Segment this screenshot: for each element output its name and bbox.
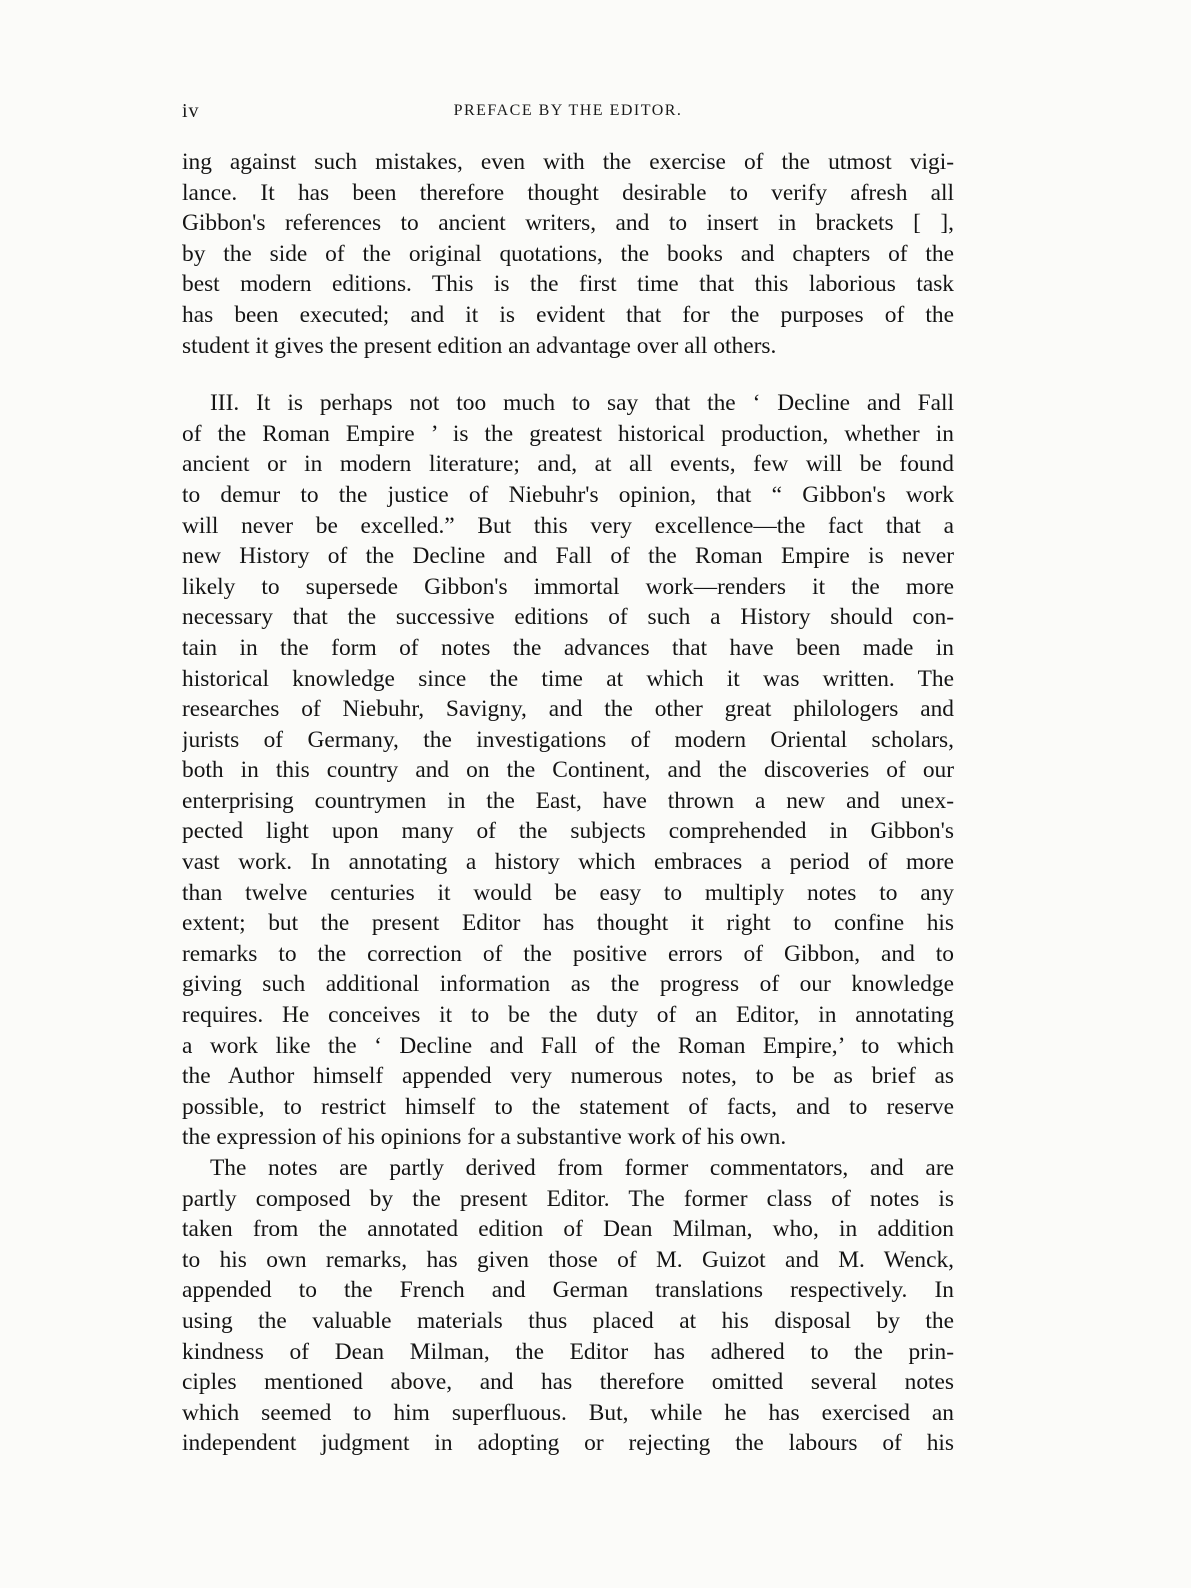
text-line: student it gives the present edition an advantage over all others. [182,332,777,359]
text-line: enterprising countrymen in the East, have thrown a new and unex- [182,787,954,814]
text-line: pected light upon many of the subjects comprehended in Gibbon's [182,818,954,845]
text-line: will never be excelled.” But this very excellence—the fact that a [182,512,954,539]
text-line: necessary that the successive editions of such a History should con- [182,604,954,631]
text-line: III. It is perhaps not too much to say that the ‘ Decline and Fall [210,390,954,417]
text-line: The notes are partly derived from former commentators, and are [210,1155,954,1181]
text-line: both in this country and on the Continent, and the discoveries of our [182,757,954,784]
text-line: extent; but the present Editor has thought it right to confine his [182,910,954,937]
text-line: taken from the annotated edition of Dean Milman, who, in addition [182,1216,954,1243]
text-line: likely to supersede Gibbon's immortal work—renders it the more [182,573,954,600]
running-head: PREFACE BY THE EDITOR. [453,102,683,119]
text-line: ing against such mistakes, even with the exercise of the utmost vigi- [182,149,954,175]
text-line: ancient or in modern literature; and, at all events, few will be found [182,451,954,478]
text-line: has been executed; and it is evident that for the purposes of the [182,301,954,328]
text-line: the Author himself appended very numerous notes, to be as brief as [182,1063,954,1090]
text-line: to demur to the justice of Niebuhr's opinion, that “ Gibbon's work [182,481,954,508]
text-line: new History of the Decline and Fall of the Roman Empire is never [182,543,954,570]
text-line: independent judgment in adopting or rejecting the labours of his [182,1430,954,1457]
text-line: which seemed to him superfluous. But, while he has exercised an [182,1399,954,1426]
text-line: than twelve centuries it would be easy to multiply notes to any [182,879,954,906]
text-line: ciples mentioned above, and has therefore omitted several notes [182,1369,954,1396]
text-line: the expression of his opinions for a substantive work of his own. [182,1124,787,1151]
text-line: Gibbon's references to ancient writers, and to insert in brackets [ ], [182,210,954,237]
page-number: iv [182,100,200,122]
text-line: appended to the French and German translations respectively. In [182,1277,954,1304]
text-line: remarks to the correction of the positive errors of Gibbon, and to [182,940,954,967]
text-line: vast work. In annotating a history which embraces a period of more [182,849,954,876]
text-line: historical knowledge since the time at which it was written. The [182,665,954,692]
text-line: researches of Niebuhr, Savigny, and the other great philologers and [182,696,954,723]
text-line: jurists of Germany, the investigations of modern Oriental scholars, [182,726,954,753]
text-line: by the side of the original quotations, the books and chapters of the [182,240,954,267]
text-line: of the Roman Empire ’ is the greatest historical production, whether in [182,420,954,447]
text-line: partly composed by the present Editor. The former class of notes is [182,1185,954,1212]
text-line: best modern editions. This is the first time that this laborious task [182,271,954,298]
text-line: kindness of Dean Milman, the Editor has adhered to the prin- [182,1338,954,1365]
body-text [182,147,954,1459]
text-line: giving such additional information as the progress of our knowledge [182,971,954,998]
text-line: to his own remarks, has given those of M. Guizot and M. Wenck, [182,1246,954,1273]
text-line: lance. It has been therefore thought desirable to verify afresh all [182,179,954,206]
text-line: tain in the form of notes the advances that have been made in [182,634,954,661]
paragraph-1 [182,147,954,361]
text-line: possible, to restrict himself to the statement of facts, and to reserve [182,1093,954,1120]
text-line: requires. He conceives it to be the duty of an Editor, in annotating [182,1002,954,1029]
page-header [182,100,954,130]
text-line: using the valuable materials thus placed at his disposal by the [182,1307,954,1334]
paragraph-gap [182,361,954,388]
text-line: a work like the ‘ Decline and Fall of the Roman Empire,’ to which [182,1032,954,1059]
paragraph-2 [182,388,954,1153]
paragraph-3 [182,1153,954,1459]
